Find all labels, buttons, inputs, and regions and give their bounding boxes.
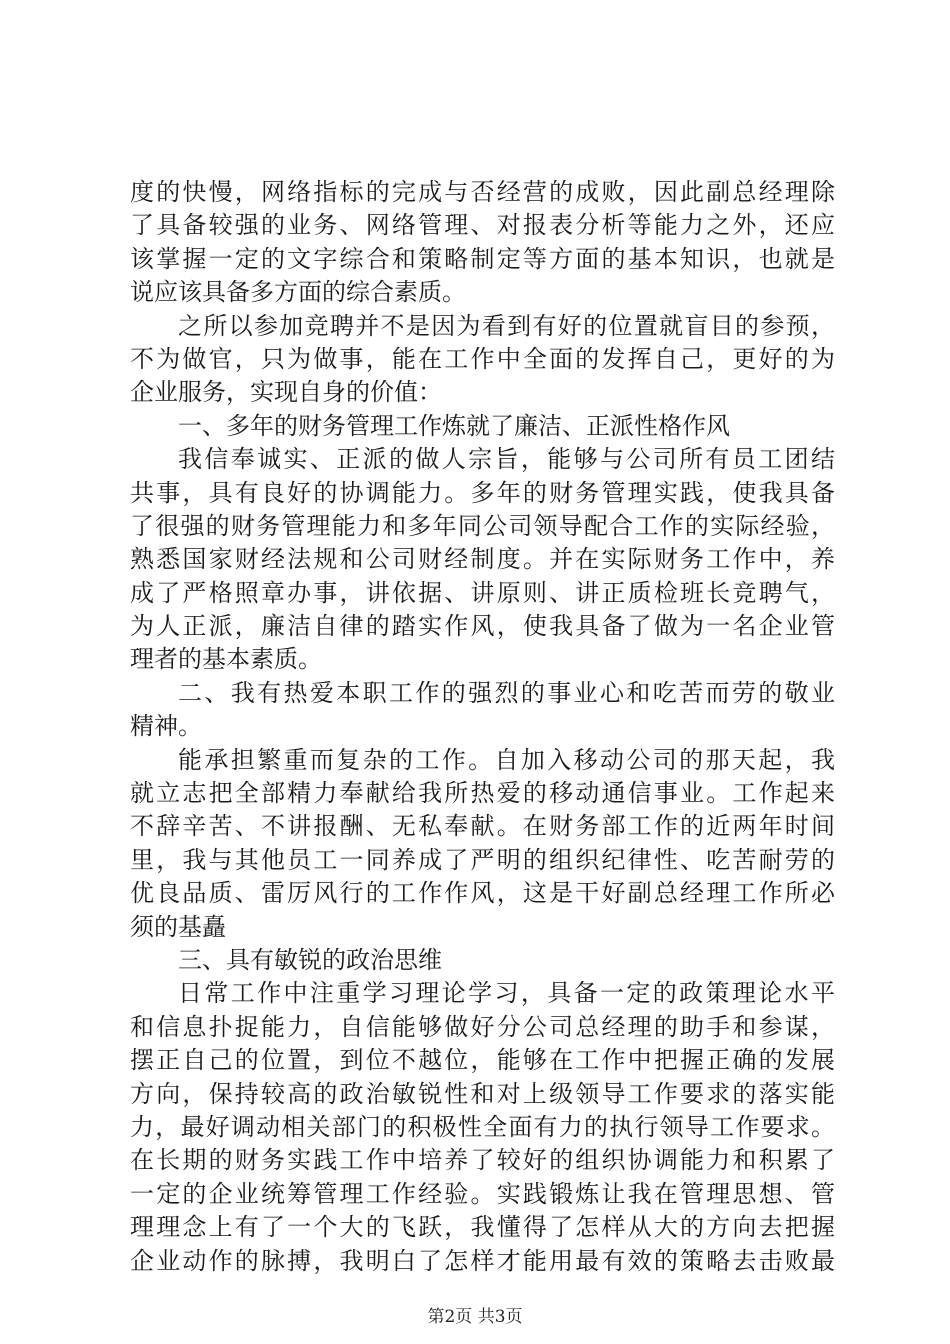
text-line: 企业动作的脉搏，我明白了怎样才能用最有效的策略去击败最 xyxy=(130,1246,835,1275)
text-line: 理理念上有了一个大的飞跃，我懂得了怎样从大的方向去把握 xyxy=(130,1213,835,1242)
text-line: 里，我与其他员工一同养成了严明的组织纪律性、吃苦耐劳的 xyxy=(130,845,835,874)
text-line: 一、多年的财务管理工作炼就了廉洁、正派性格作风 xyxy=(178,411,730,440)
page-footer: 第2页 共3页 xyxy=(427,1307,523,1327)
text-line: 熟悉国家财经法规和公司财经制度。并在实际财务工作中，养 xyxy=(130,545,835,574)
text-line: 不辞辛苦、不讲报酬、无私奉献。在财务部工作的近两年时间 xyxy=(130,812,835,841)
text-line: 了具备较强的业务、网络管理、对报表分析等能力之外，还应 xyxy=(130,211,835,240)
text-line: 在长期的财务实践工作中培养了较好的组织协调能力和积累了 xyxy=(130,1146,835,1175)
text-line: 了很强的财务管理能力和多年同公司领导配合工作的实际经验， xyxy=(130,511,835,540)
text-line: 不为做官，只为做事，能在工作中全面的发挥自己，更好的为 xyxy=(130,344,835,373)
text-line: 三、具有敏锐的政治思维 xyxy=(178,945,442,974)
text-line: 日常工作中注重学习理论学习，具备一定的政策理论水平 xyxy=(178,979,835,1008)
text-line: 二、我有热爱本职工作的强烈的事业心和吃苦而劳的敬业 xyxy=(178,678,835,707)
text-line: 理者的基本素质。 xyxy=(130,645,322,674)
text-line: 成了严格照章办事，讲依据、讲原则、讲正质检班长竞聘气， xyxy=(130,578,835,607)
text-line: 和信息扑捉能力，自信能够做好分公司总经理的助手和参谋， xyxy=(130,1012,835,1041)
text-line: 企业服务，实现自身的价值： xyxy=(130,378,442,407)
text-line: 能承担繁重而复杂的工作。自加入移动公司的那天起，我 xyxy=(178,745,835,774)
text-line: 力，最好调动相关部门的积极性全面有力的执行领导工作要求。 xyxy=(130,1112,835,1141)
text-line: 为人正派，廉洁自律的踏实作风，使我具备了做为一名企业管 xyxy=(130,612,835,641)
text-line: 一定的企业统筹管理工作经验。实践锻炼让我在管理思想、管 xyxy=(130,1179,835,1208)
text-line: 优良品质、雷厉风行的工作作风，这是干好副总经理工作所必 xyxy=(130,879,835,908)
text-line: 我信奉诚实、正派的做人宗旨，能够与公司所有员工团结 xyxy=(178,445,835,474)
text-line: 度的快慢，网络指标的完成与否经营的成败，因此副总经理除 xyxy=(130,178,835,206)
text-line: 该掌握一定的文字综合和策略制定等方面的基本知识，也就是 xyxy=(130,244,835,273)
text-line: 须的基矗 xyxy=(130,912,226,941)
text-line: 说应该具备多方面的综合素质。 xyxy=(130,278,466,307)
text-line: 精神。 xyxy=(130,712,202,741)
body-text xyxy=(130,176,835,1278)
text-line: 之所以参加竞聘并不是因为看到有好的位置就盲目的参预， xyxy=(178,311,835,340)
text-line: 就立志把全部精力奉献给我所热爱的移动通信事业。工作起来 xyxy=(130,779,835,808)
text-line: 摆正自己的位置，到位不越位，能够在工作中把握正确的发展 xyxy=(130,1046,835,1075)
text-line: 方向，保持较高的政治敏锐性和对上级领导工作要求的落实能 xyxy=(130,1079,835,1108)
text-line: 共事，具有良好的协调能力。多年的财务管理实践，使我具备 xyxy=(130,478,835,507)
